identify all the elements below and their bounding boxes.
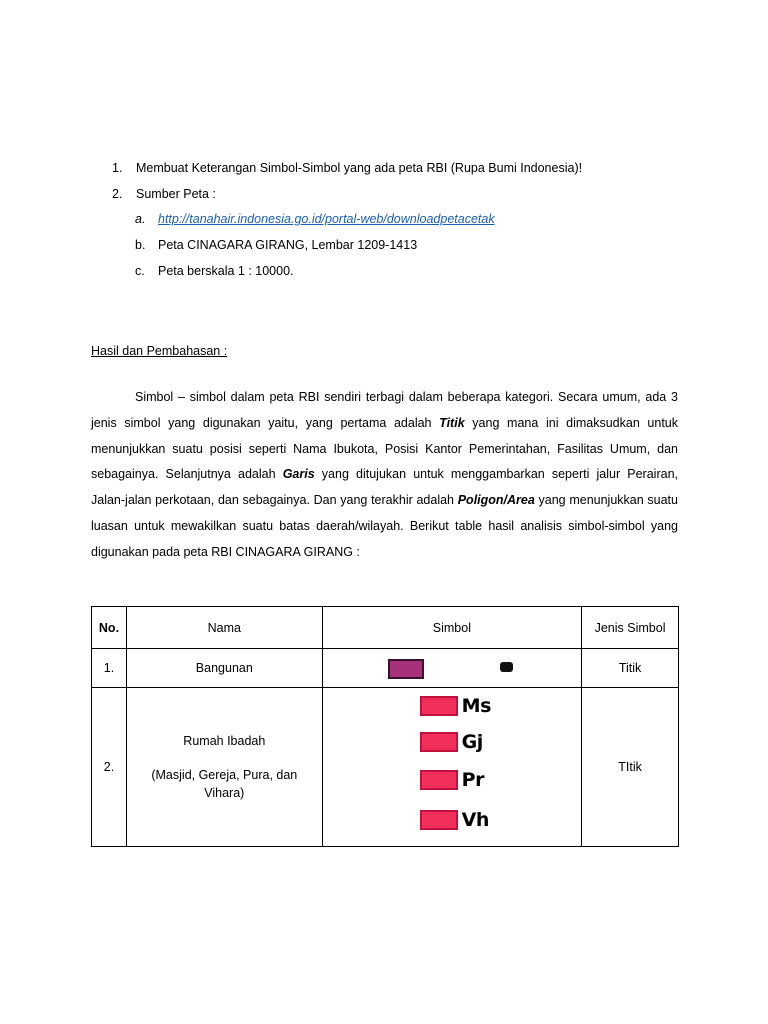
sub-item-c — [135, 261, 294, 281]
sub-item-a — [135, 209, 495, 229]
header-simbol: Simbol — [322, 607, 581, 649]
gereja-symbol — [420, 730, 483, 754]
vihara-symbol — [420, 808, 489, 832]
cell-nama: Bangunan — [126, 649, 322, 688]
symbol-label: Ms — [461, 695, 491, 717]
header-nama: Nama — [126, 607, 322, 649]
sub-item-b — [135, 235, 417, 255]
sub-text: Peta berskala 1 : 10000. — [158, 264, 294, 278]
table-row — [92, 649, 679, 688]
cell-jenis: Titik — [582, 649, 679, 688]
para-text: yang mana ini dimaksudkan untuk menunjukkan suatu posisi seperti Nama Ibukota, Posisi Kantor Pemerintahan, Fasilitas Umum, dan sebagainya. Selanjutnya adalah — [91, 415, 678, 482]
para-text: yang menunjukkan suatu luasan untuk mewakilkan suatu batas daerah/wilayah. Berikut table hasil analisis simbol-simbol yang digunakan pada peta RBI CINAGARA GIRANG : — [91, 493, 678, 559]
para-text: Simbol – simbol dalam peta RBI sendiri terbagi dalam beberapa kategori. Secara umum, ada 3 jenis simbol yang digunakan yaitu, yang pertama adalah — [91, 390, 678, 430]
cell-nama-sub: (Masjid, Gereja, Pura, dan Vihara) — [151, 768, 298, 800]
term-titik: Titik — [439, 415, 465, 430]
term-garis: Garis — [282, 467, 315, 482]
source-link[interactable]: http://tanahair.indonesia.go.id/portal-web/downloadpetacetak — [158, 212, 495, 226]
term-poligon: Poligon/Area — [457, 493, 535, 508]
cell-jenis: TItik — [582, 688, 679, 847]
sub-text: Peta CINAGARA GIRANG, Lembar 1209-1413 — [158, 238, 418, 252]
list-number: 2. — [112, 187, 123, 201]
symbol-table — [91, 606, 679, 847]
symbol-label: Pr — [461, 769, 484, 791]
para-text: yang ditujukan untuk menggambarkan seperti jalur Perairan, Jalan-jalan perkotaan, dan sebagainya. Dan yang terakhir adalah — [91, 467, 678, 508]
header-no: No. — [92, 607, 127, 649]
table-header-row — [92, 607, 679, 649]
cell-simbol — [322, 688, 581, 847]
header-jenis: Jenis Simbol — [582, 607, 679, 649]
sub-letter: b. — [135, 238, 146, 252]
list-item-1 — [112, 158, 582, 178]
masjid-symbol — [420, 694, 491, 718]
sub-letter: a. — [135, 212, 146, 226]
cell-no: 2. — [92, 688, 127, 847]
building-area-symbol — [388, 659, 424, 679]
pura-symbol — [420, 768, 484, 792]
list-text: Membuat Keterangan Simbol-Simbol yang ada peta RBI (Rupa Bumi Indonesia)! — [136, 161, 583, 175]
symbol-label: Vh — [461, 809, 489, 831]
list-text: Sumber Peta : — [136, 187, 216, 201]
building-point-symbol — [500, 662, 513, 672]
list-number: 1. — [112, 161, 123, 175]
list-item-2 — [112, 184, 216, 204]
cell-simbol — [322, 649, 581, 688]
cell-nama — [126, 688, 322, 847]
cell-no: 1. — [92, 649, 127, 688]
section-heading: Hasil dan Pembahasan : — [91, 344, 228, 358]
sub-letter: c. — [135, 264, 145, 278]
body-paragraph — [91, 385, 678, 566]
cell-nama-title: Rumah Ibadah — [183, 734, 266, 748]
table-row — [92, 688, 679, 847]
symbol-label: Gj — [461, 731, 483, 753]
